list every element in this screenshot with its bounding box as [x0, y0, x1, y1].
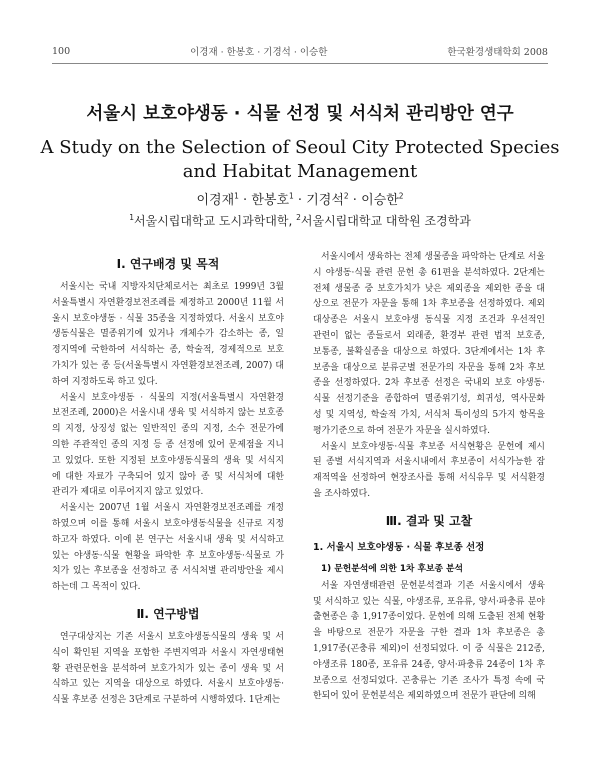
- section-heading: Ⅰ. 연구배경 및 목적: [116, 257, 220, 271]
- text-line: 식하고 있는 지역을 대상으로 하였다. 서울시 보호야생동·: [52, 679, 284, 690]
- author-affiliation-mark: 1: [289, 191, 294, 201]
- running-header: [52, 44, 548, 58]
- text-line: 을 바탕으로 전문가 자문을 구한 결과 1차 후보종은 총: [313, 628, 545, 639]
- title-korean: 서울시 보호야생동 · 식물 선정 및 서식처 관리방안 연구: [86, 104, 514, 124]
- text-line: 황 관련문헌을 분석하여 보호가치가 있는 종이 생육 및 서: [52, 663, 284, 674]
- text-line: 관리가 제대로 이루어지지 않고 있었다.: [52, 487, 204, 498]
- text-line: 의한 주관적인 종의 지정 등 종 선정에 있어 문제점을 지니: [52, 439, 284, 450]
- page-number: 100: [52, 45, 71, 57]
- left-column: [52, 250, 284, 709]
- paragraph: [52, 391, 284, 502]
- text-line: 하여 지정하도록 하고 있다.: [52, 376, 158, 387]
- affiliation-list: [0, 212, 600, 229]
- text-line: 대상종은 서울시 보호야생 동식물 지정 조건과 우선적인: [313, 315, 545, 326]
- text-line: 평가기준으로 하여 전문가 자문을 실시하였다.: [313, 425, 490, 436]
- author-separator: ·: [238, 193, 252, 208]
- paragraph: [313, 250, 545, 440]
- paragraph: [52, 630, 284, 709]
- right-column: [313, 250, 545, 705]
- text-line: 있는 야생동·식물 현황을 파악한 후 보호야생동·식물로 가: [52, 550, 284, 561]
- section-heading: Ⅱ. 연구방법: [136, 606, 200, 621]
- author-name: 이승한: [361, 193, 399, 208]
- text-line: 보종을 대상으로 분류군별 전문가의 자문을 통해 2차 후보: [313, 362, 545, 373]
- text-line: 식물 선정기준을 종합하여 멸종위기성, 희귀성, 역사문화: [313, 394, 545, 405]
- text-line: 정지역에 국한하여 서식하는 종, 학술적, 경제적으로 보호: [52, 345, 284, 356]
- text-line: 서울시 보호야생동·식물 후보종 서식현황은 문헌에 제시: [321, 441, 545, 452]
- text-line: 을 조사하였다.: [313, 488, 371, 499]
- author-name: 이경재: [196, 193, 235, 208]
- text-line: 관련이 없는 종들로서 외래종, 환경부 관련 법적 보호종,: [313, 330, 545, 341]
- spacer: [52, 596, 284, 600]
- text-line: 서울시는 국내 지방자치단체로서는 최초로 1999년 3월: [60, 282, 284, 292]
- affiliation-mark: 1: [129, 213, 134, 222]
- text-line: 재적역을 선정하여 현장조사를 통해 서식유무 및 서식환경: [313, 473, 545, 484]
- author-affiliation-mark: 2: [398, 191, 404, 201]
- text-line: 하고자 하였다. 이에 본 연구는 서울시내 생육 및 서식하고: [52, 534, 284, 545]
- text-line: 하였으며 이를 통해 서울시 보호야생동식물을 신규로 지정: [52, 518, 284, 529]
- title-english: A Study on the Selection of Seoul City Protected Species and Habitat Management: [40, 137, 560, 182]
- header-authors: 이경재 · 한봉호 · 기경석 · 이승한: [190, 47, 328, 58]
- text-line: 및 서식하고 있는 식물, 야생조류, 포유류, 양서·파충류 분야: [313, 596, 545, 607]
- text-line: 서울시는 2007년 1월 서울시 자연환경보전조례를 개정: [60, 503, 284, 514]
- spacer: [313, 503, 545, 507]
- text-line: 의 지정, 상징성 없는 일반적인 종의 지정, 소수 전문가에: [52, 424, 284, 435]
- paragraph: [52, 501, 284, 596]
- affiliation-text: 서울시립대학교 대학원 조경학과: [300, 214, 471, 228]
- text-line: 서울시 보호야생동 · 식물의 지정(서울특별시 자연환경: [60, 392, 284, 403]
- text-line: 생동식물은 멸종위기에 있거나 개체수가 감소하는 종, 일: [52, 329, 284, 340]
- text-line: 서울시에서 생육하는 전체 생물종을 파악하는 단계로 서울: [321, 252, 545, 262]
- text-line: 서울 자연생태관련 문헌분석결과 기존 서울시에서 생육: [321, 580, 545, 591]
- text-line: 하는데 그 목적이 있다.: [52, 582, 141, 593]
- text-line: 성 및 지역성, 학술적 가치, 서식처 특이성의 5가지 항목을: [313, 409, 545, 420]
- text-line: 연구대상지는 기존 서울시 보호야생동식물의 생육 및 서: [60, 631, 284, 642]
- text-line: 가치가 있는 종 등(서울특별시 자연환경보전조례, 2007) 대: [52, 360, 284, 371]
- header-divider: [52, 63, 548, 64]
- author-list: [0, 189, 600, 208]
- text-line: 상으로 전문가 자문을 통해 1차 후보종을 선정하였다. 제외: [313, 299, 545, 310]
- text-line: 울시 보호야생동 · 식물 35종을 지정하였다. 서울시 보호야: [52, 313, 284, 324]
- text-line: 전체 생물종 중 보호가치가 낮은 제외종을 제외한 종을 대: [313, 283, 545, 294]
- text-line: 고 있었다. 또한 지정된 보호야생동식물의 생육 및 서식지: [52, 455, 284, 466]
- text-line: 식물 후보종 선정은 3단계로 구분하여 시행하였다. 1단계는: [52, 695, 281, 706]
- text-line: 된 종별 서식지역과 서울시내에서 후보종이 서식가능한 잠: [313, 457, 545, 468]
- affiliation-mark: 2: [296, 213, 301, 222]
- author-affiliation-mark: 1: [234, 191, 239, 201]
- author-affiliation-mark: 2: [343, 191, 349, 201]
- text-line: 1,917종(곤충류 제외)이 선정되었다. 이 중 식물은 212종,: [313, 643, 545, 654]
- paragraph: [52, 280, 284, 391]
- subsubsection-heading: 1) 문헌분석에 의한 1차 후보종 분석: [321, 563, 464, 574]
- text-line: 보통종, 불확실종을 대상으로 하였다. 3단계에서는 1차 후: [313, 346, 545, 357]
- author-separator: ·: [348, 193, 362, 208]
- text-line: 보종으로 선정되었다. 곤충류는 기존 조사가 특정 속에 국: [313, 675, 545, 686]
- text-line: 보전조례, 2000)은 서울시내 생육 및 서식하지 않는 보호종: [52, 408, 284, 419]
- author-separator: ·: [293, 193, 307, 208]
- text-line: 시 야생동·식물 관련 문헌 총 61편을 분석하였다. 2단계는: [313, 267, 545, 278]
- header-journal: 한국환경생태학회 2008: [447, 47, 548, 58]
- section-heading: Ⅲ. 결과 및 고찰: [385, 513, 473, 528]
- text-line: 서울특별시 자연환경보전조례를 제정하고 2000년 11월 서: [52, 297, 284, 308]
- text-line: 식이 확인된 지역을 포함한 주변지역과 서울시 자연생태현: [52, 647, 284, 658]
- paragraph: [313, 579, 545, 705]
- text-line: 종을 선정하였다. 2차 후보종 선정은 국내외 보호 야생동·: [313, 378, 545, 389]
- text-line: 에 대한 자료가 구축되어 있지 않아 종 및 서식처에 대한: [52, 471, 284, 482]
- paragraph: [313, 440, 545, 503]
- text-line: 한되어 있어 문헌분석은 제외하였으며 전문가 판단에 의해: [313, 691, 536, 702]
- text-line: 야생조류 180종, 포유류 24종, 양서·파충류 24종이 1차 후: [313, 659, 545, 670]
- text-line: 출현종은 총 1,917종이었다. 문헌에 의해 도출된 전체 현황: [313, 612, 545, 623]
- affiliation-text: 서울시립대학교 도시과학대학,: [133, 214, 297, 228]
- subsection-heading: 1. 서울시 보호야생동 · 식물 후보종 선정: [313, 541, 485, 553]
- text-line: 치가 있는 후보종을 선정하고 종 서식처별 관리방안을 제시: [52, 566, 284, 577]
- author-name: 기경석: [306, 193, 344, 208]
- author-name: 한봉호: [251, 193, 290, 208]
